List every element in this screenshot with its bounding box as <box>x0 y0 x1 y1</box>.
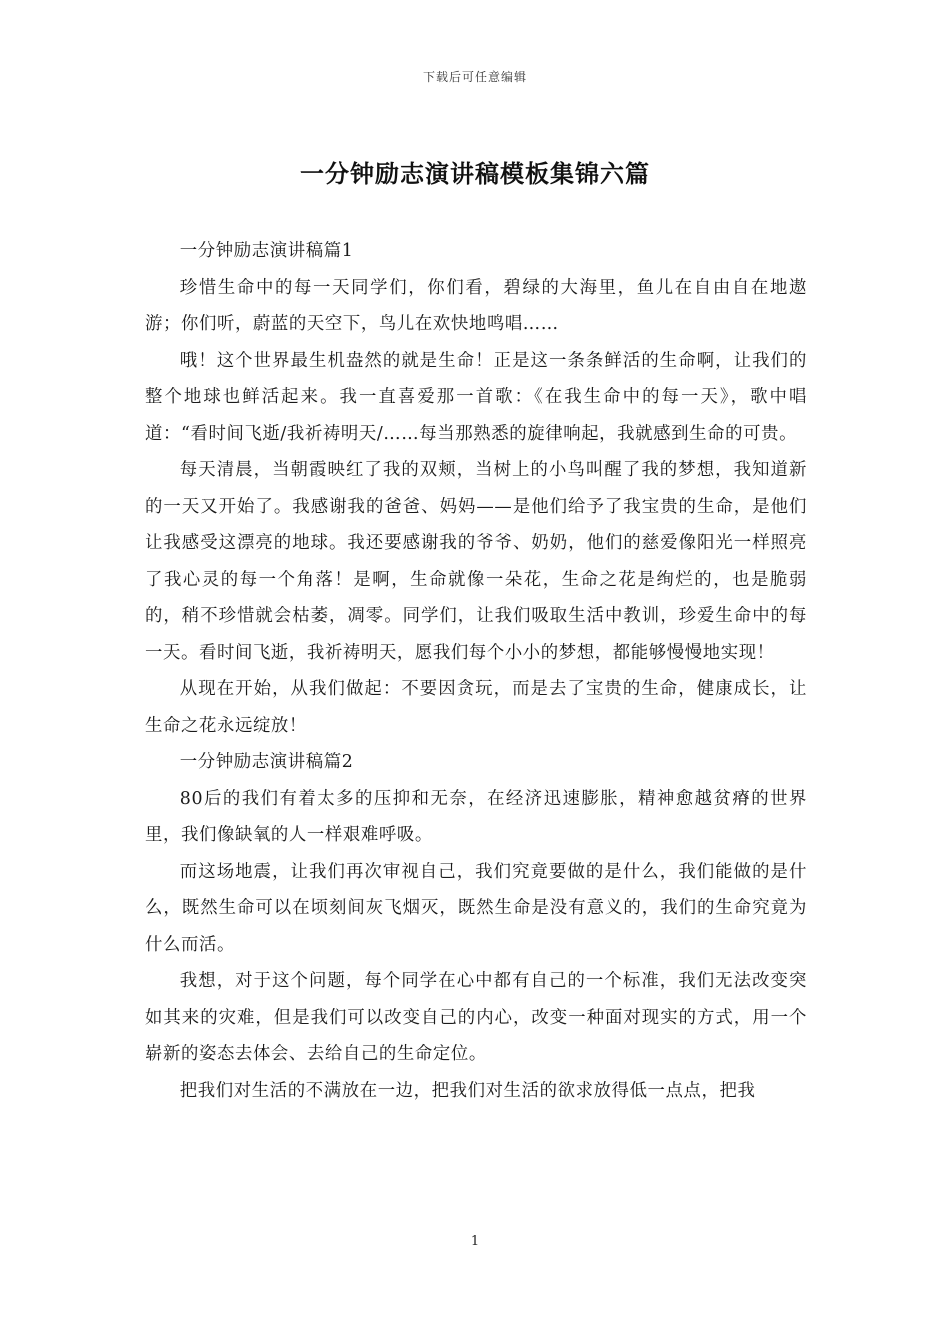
paragraph: 珍惜生命中的每一天同学们，你们看，碧绿的大海里，鱼儿在自由自在地遨游；你们听，蔚蓝的天空下，鸟儿在欢快地鸣唱…… <box>145 277 807 334</box>
document-title: 一分钟励志演讲稿模板集锦六篇 <box>300 159 650 188</box>
paragraph: 哦！这个世界最生机盎然的就是生命！正是这一条条鲜活的生命啊，让我们的整个地球也鲜活起来。我一直喜爱那一首歌：《在我生命中的每一天》，歌中唱道：“看时间飞逝/我祈祷明天/……每当那熟悉的旋律响起，我就感到生命的可贵。 <box>145 350 807 444</box>
paragraph: 从现在开始，从我们做起：不要因贪玩，而是去了宝贵的生命，健康成长，让生命之花永远绽放！ <box>145 679 807 736</box>
paragraph: 我想，对于这个问题，每个同学在心中都有自己的一个标准，我们无法改变突如其来的灾难，但是我们可以改变自己的内心，改变一种面对现实的方式，用一个崭新的姿态去体会、去给自己的生命定位。 <box>145 971 807 1064</box>
page-number: 1 <box>470 1234 480 1249</box>
document-body <box>145 233 807 1109</box>
paragraph: 而这场地震，让我们再次审视自己，我们究竟要做的是什么，我们能做的是什么，既然生命可以在顷刻间灰飞烟灭，既然生命是没有意义的，我们的生命究竟为什么而活。 <box>145 861 807 955</box>
header-note: 下载后可任意编辑 <box>422 70 527 84</box>
section-heading: 一分钟励志演讲稿篇1 <box>179 241 354 261</box>
section-heading: 一分钟励志演讲稿篇2 <box>179 752 354 772</box>
paragraph: 80后的我们有着太多的压抑和无奈，在经济迅速膨胀，精神愈越贫瘠的世界里，我们像缺氧的人一样艰难呼吸。 <box>145 788 807 845</box>
paragraph: 把我们对生活的不满放在一边，把我们对生活的欲求放得低一点点，把我 <box>179 1080 756 1101</box>
paragraph: 每天清晨，当朝霞映红了我的双颊，当树上的小鸟叫醒了我的梦想，我知道新的一天又开始了。我感谢我的爸爸、妈妈——是他们给予了我宝贵的生命，是他们让我感受这漂亮的地球。我还要感谢我的爷爷、奶奶，他们的慈爱像阳光一样照亮了我心灵的每一个角落！是啊，生命就像一朵花，生命之花是绚烂的，也是脆弱的，稍不珍惜就会枯萎，凋零。同学们，让我们吸取生活中教训，珍爱生命中的每一天。看时间飞逝，我祈祷明天，愿我们每个小小的梦想，都能够慢慢地实现！ <box>145 460 807 663</box>
